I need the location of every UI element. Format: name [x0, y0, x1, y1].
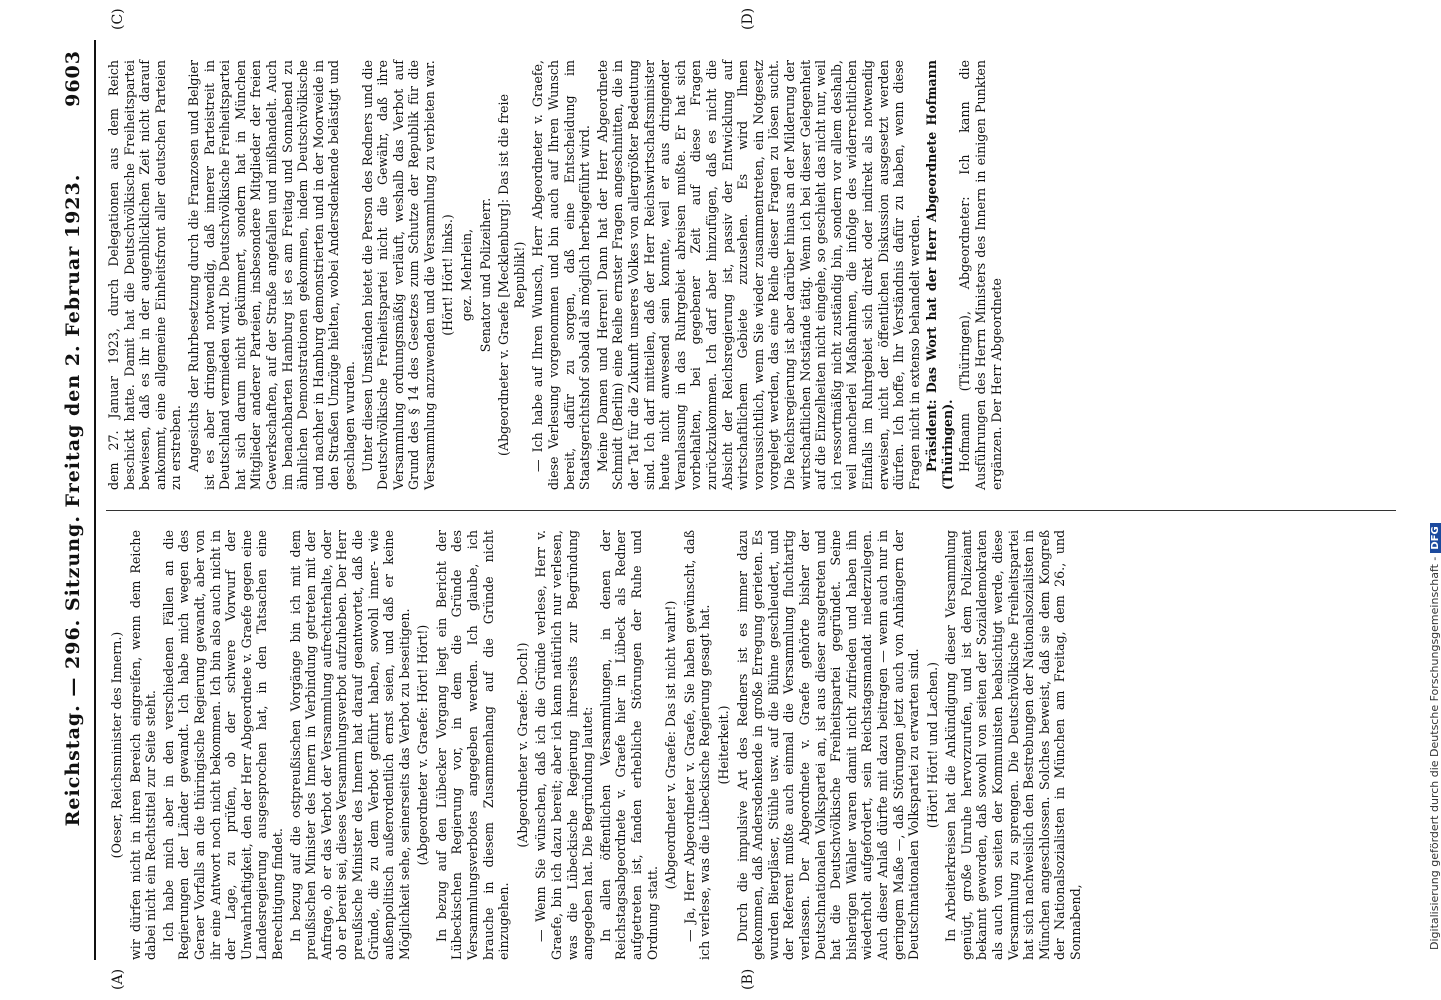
paragraph: — Ja, Herr Abgeordneter v. Graefe, Sie haben gewünscht, daß ich verlese, was die Lübeckische Regierung gesagt hat.: [681, 530, 713, 960]
page-number: 9603: [62, 50, 84, 107]
paragraph: Meine Damen und Herren! Dann hat der Herr Abgeordnete Schmidt (Berlin) eine Reihe ernster Fragen angeschnitten, die in der Tat für die Zukunft unseres Volkes von allergrößter Bedeutung sind. Ich darf mitteilen, daß der Herr Reichswirtschaftsminister heute nicht anwesend sein konnte, weil er aus dringender Veranlassung in das Ruhrgebiet abreisen mußte. Er hat sich vorbehalten, bei gegebener Zeit auf diese Fragen zurückzukommen. Ich darf aber hinzufügen, daß es nicht die Absicht der Reichsregierung ist, passiv der Entwicklung auf wirtschaftlichem Gebiete zuzusehen. Es wird Ihnen voraussichtlich, wenn Sie wieder zusammentreten, ein Notgesetz vorgelegt werden, das eine Reihe dieser Fragen zu lösen sucht. Die Reichsregierung ist aber darüber hinaus an der Milderung der wirtschaftlichen Notstände tätig. Wenn ich bei dieser Gelegenheit auf die Einzelheiten nicht eingehe, so geschieht das nicht nur, weil ich ressortmäßig nicht zuständig bin, sondern vor allem deshalb, weil mancherlei Maßnahmen, die infolge des widerrechtlichen Einfalls im Ruhrgebiet sich direkt oder indirekt als notwendig erweisen, nicht der öffentlichen Diskussion ausgesetzt werden dürfen. Ich hoffe, Ihr Verständnis dafür zu haben, wenn diese Fragen nicht in extenso behandelt werden.: [594, 60, 922, 490]
right-column: [106, 60, 1006, 490]
margin-letter-a: (A): [110, 968, 126, 990]
speaker-note: (Oeser, Reichsminister des Innern.): [109, 631, 124, 859]
quoted-paragraph: In Arbeiterkreisen hat die Ankündigung dieser Versammlung genügt, große Unruhe hervorzurufen, und ist dem Polizeiamt bekannt geworden, daß sowohl von seiten der Sozialdemokraten als auch von seiten der Kommunisten beabsichtigt werde, diese Versammlung zu sprengen. Die Deutschvölkische Freiheitspartei hat sich nachweislich den Bestrebungen der Nationalsozialisten in München angeschlossen. Solches beweist, daß sie dem Kongreß der Nationalsozialisten in München am Freitag, dem 26., und Sonnabend,: [943, 530, 1084, 960]
header-rule: [94, 40, 96, 960]
column-divider: [106, 510, 1396, 511]
paragraph: wir dürfen nicht in ihren Bereich eingreifen, wenn dem Reiche dabei nicht ein Rechtstitel zur Seite steht.: [127, 530, 159, 960]
paragraph: Angesichts der Ruhrbesetzung durch die Franzosen und Belgier ist es aber dringend notwendig, daß innerer Parteistreit in Deutschland vermieden wird. Die Deutschvölkische Freiheitspartei hat sich darum nicht gekümmert, sondern hat in München Mitglieder anderer Parteien, insbesondere Mitglieder der freien Gewerkschaften, auf der Straße angefallen und mißhandelt. Auch im benachbarten Hamburg ist es am Freitag und Sonnabend zu ähnlichen Demonstrationen gekommen, indem Deutschvölkische und nachher in Hamburg demonstrierten und in der Moorweide in den Straßen Umzüge hielten, wobei Andersdenkende belästigt und geschlagen wurden.: [185, 60, 357, 490]
header-title: Reichstag. — 296. Sitzung. Freitag den 2. Februar 1923.: [62, 173, 84, 827]
credit-text: Digitalisierung gefördert durch die Deutsche Forschungsgemeinschaft -: [1428, 556, 1441, 950]
margin-letter-d: (D): [740, 7, 756, 30]
paragraph: dem 27. Januar 1923, durch Delegationen aus dem Reich beschickt hatte. Damit hat die Deutschvölkische Freiheitspartei bewiesen, daß es ihr in der augenblicklichen Zeit nicht darauf ankommt, eine allgemeine Einheitsfront aller deutschen Parteien zu erstreben.: [106, 60, 184, 490]
margin-letter-c: (C): [110, 8, 126, 30]
paragraph: In bezug auf die ostpreußischen Vorgänge bin ich mit dem preußischen Minister des Innern in Verbindung getreten mit der Anfrage, ob er das Verbot der Versammlung aufrechterhalte, oder ob er bereit sei, dieses Versammlungsverbot aufzuheben. Der Herr preußische Minister des Innern hat darauf geantwortet, daß die Gründe, die zu dem Verbot geführt haben, sowohl inner- wie außenpolitisch außerordentlich ernst seien, und daß er keine Möglichkeit sehe, seinerseits das Verbot zu beseitigen.: [287, 530, 412, 960]
president-line: Präsident: Das Wort hat der Herr Abgeordnete Hofmann (Thüringen).: [924, 60, 955, 490]
digitization-credit: [1428, 523, 1441, 950]
signature-line: gez. Mehrlein,: [459, 228, 475, 322]
interjection: (Abgeordneter v. Graefe: Doch!): [514, 642, 530, 848]
interjection: (Heiterkeit.): [715, 705, 731, 785]
interjection: (Hört! Hört! und Lachen.): [924, 661, 940, 829]
paragraph: In bezug auf den Lübecker Vorgang liegt ein Bericht der Lübeckischen Regierung vor, in dem die Gründe des Versammlungsverbotes angegeben werden. Ich glaube, ich brauche in diesem Zusammenhang auf die Gründe nicht einzugehen.: [433, 530, 512, 960]
signature-line: Senator und Polizeiherr.: [477, 197, 493, 353]
quoted-paragraph: In allen öffentlichen Versammlungen, in denen der Reichstagsabgeordnete v. Graefe hier in Lübeck als Redner aufgetreten ist, fanden erhebliche Störungen der Ruhe und Ordnung statt.: [597, 530, 660, 960]
paragraph: Unter diesen Umständen bietet die Person des Redners und die Deutschvölkische Freiheitspartei nicht die Gewähr, daß ihre Versammlung ordnungsmäßig verläuft, weshalb das Verbot auf Grund des § 14 des Gesetzes zum Schutze der Republik für die Versammlung anzuwenden und die Versammlung zu verbieten war.: [359, 60, 437, 490]
interjection: (Abgeordneter v. Graefe: Das ist nicht wahr!): [663, 600, 679, 890]
running-header: [62, 40, 92, 960]
paragraph: — Ich habe auf Ihren Wunsch, Herr Abgeordneter v. Graefe, diese Verlesung vorgenommen und bin auch auf Ihren Wunsch bereit, dafür zu sorgen, daß eine Entscheidung im Staatsgerichtshof sobald als möglich herbeigeführt wird.: [530, 60, 593, 490]
interjection: (Abgeordneter v. Graefe: Hört! Hört!): [415, 624, 431, 866]
quoted-paragraph: Durch die impulsive Art des Redners ist es immer dazu gekommen, daß Andersdenkende in große Erregung gerieten. Es wurden Biergläser, Stühle usw. auf die Bühne geschleudert, und der Referent mußte auch einmal die Versammlung fluchtartig verlassen. Der Abgeordnete v. Graefe gehörte bisher der Deutschnationalen Volkspartei an, ist aus dieser ausgetreten und hat die Deutschvölkische Freiheitspartei gegründet. Seine bisherigen Wähler waren damit nicht zufrieden und haben ihn wiederholt aufgefordert, sein Reichstagsmandat niederzulegen. Auch dieser Anlaß dürfte mit dazu beitragen — wenn auch nur in geringem Maße —, daß Störungen jetzt auch von Anhängern der Deutschnationalen Volkspartei zu erwarten sind.: [734, 530, 922, 960]
document-page: [50, 7, 1441, 990]
interjection: (Abgeordneter v. Graefe [Mecklenburg]: Das ist die freie Republik!): [496, 94, 527, 456]
paragraph: Ich habe mich aber in den verschiedenen Fällen an die Regierungen der Länder gewandt. Ich habe mich wegen des Geraer Vorfalls an die thüringische Regierung gewandt, aber von ihr eine Antwort noch nicht bekommen. Ich bin also auch nicht in der Lage, zu prüfen, ob der schwere Vorwurf der Unwahrhaftigkeit, den der Herr Abgeordnete v. Graefe gegen eine Landesregierung ausgesprochen hat, in den Tatsachen eine Berechtigung findet.: [160, 530, 285, 960]
left-column: [106, 530, 1086, 960]
margin-letter-b: (B): [740, 968, 756, 990]
dfg-logo: DFG: [1430, 523, 1441, 552]
speaker-paragraph: Hofmann (Thüringen), Abgeordneter: Ich kann die Ausführungen des Herrn Ministers des Innern in einigen Punkten ergänzen. Der Herr Abgeordnete: [957, 60, 1004, 490]
paragraph: — Wenn Sie wünschen, daß ich die Gründe verlese, Herr v. Graefe, bin ich dazu bereit; aber ich kann natürlich nur verlesen, was die Lübeckische Regierung ihrerseits zur Begründung angegeben hat. Die Begründung lautet:: [533, 530, 596, 960]
interjection: (Hört! Hört! links.): [440, 214, 456, 336]
